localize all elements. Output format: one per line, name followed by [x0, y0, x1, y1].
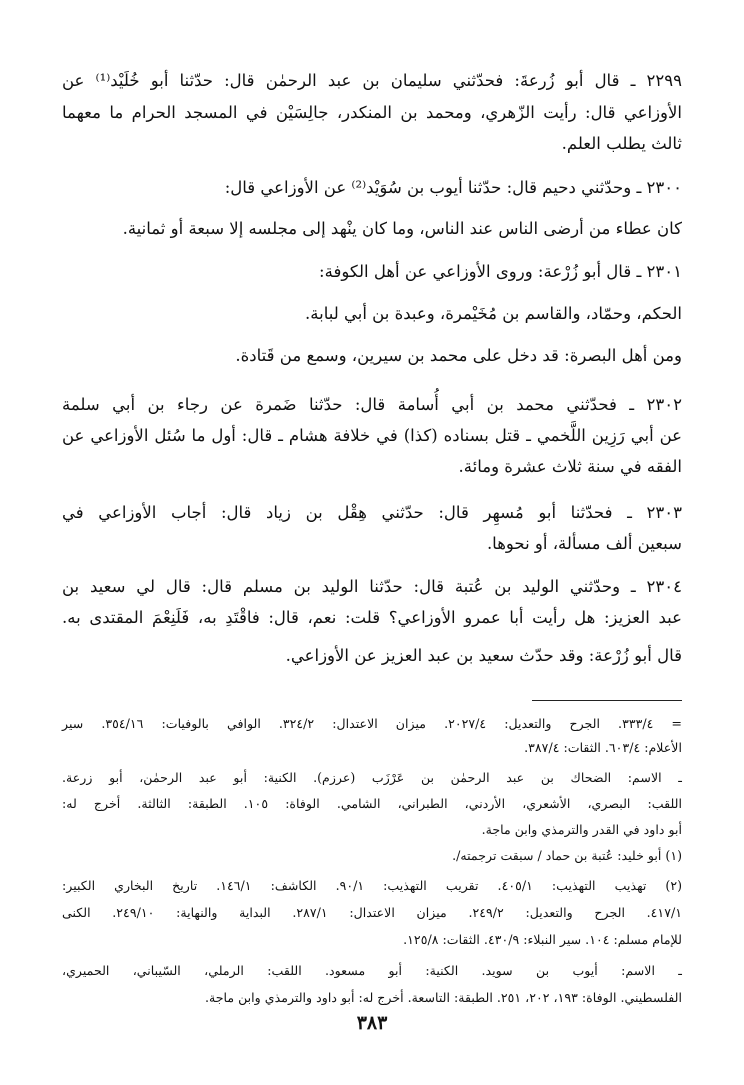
entry-2300-line-1: ٢٣٠٠ ـ وحدّثني دحيم قال: حدّثنا أيوب بن سُوَيْد⁽²⁾ عن الأوزاعي قال: [224, 178, 682, 197]
entry-2303-line-2: سبعين ألف مسألة، أو نحوها. [486, 534, 682, 553]
footnote-separator [532, 700, 682, 701]
footnote-2: (٢) تهذيب التهذيب: ٤٠٥/١. تقريب التهذيب: ٩٠/١. الكاشف: ١٤٦/١. تاريخ البخاري الكبير: [62, 878, 682, 893]
footnote-line: للإمام مسلم: ١٠٤. سير النبلاء: ٤٣٠/٩. الثقات: ١٢٥/٨. [403, 932, 682, 947]
entry-2300-line-2: كان عطاء من أرضى الناس عند الناس، وما كان ينْهد إلى مجلسه إلا سبعة أو ثمانية. [122, 219, 682, 238]
entry-2304-line-1: ٢٣٠٤ ـ وحدّثني الوليد بن عُتبة قال: حدّثنا الوليد بن مسلم قال: قال لي سعيد بن [62, 577, 682, 596]
entry-2301-line-2: الحكم، وحمّاد، والقاسم بن مُخَيْمرة، وعبدة بن أبي لبابة. [305, 304, 682, 323]
entry-2304-line-2: عبد العزيز: هل رأيت أبا عمرو الأوزاعي؟ قلت: نعم، قال: فاقْتَدِ به، فَلَنِعْمَ المقتدى به. [62, 608, 682, 627]
entry-2304-line-3: قال أبو زُرْعة: وقد حدّث سعيد بن عبد العزيز عن الأوزاعي. [285, 646, 682, 665]
footnote-line: أبو داود في القدر والترمذي وابن ماجة. [481, 822, 682, 837]
page-number: ٣٨٣ [356, 1012, 388, 1034]
entry-2299-line-3: ثالث يطلب العلم. [561, 134, 682, 153]
footnote-line: اللقب: البصري، الأشعري، الأردني، الطبراني، الشامي. الوفاة: ١٠٥. الطبقة: الثالثة. أخرج له: [62, 796, 682, 811]
entry-2302-line-1: ٢٣٠٢ ـ فحدّثني محمد بن أبي أُسامة قال: حدّثنا ضَمرة عن رجاء بن أبي سلمة [62, 395, 682, 414]
entry-2302-line-2: عن أبي رَزِين اللَّخمي ـ قتل بسناده (كذا) في خلافة هشام ـ قال: أول ما سُئل الأوزاعي عن [62, 426, 682, 445]
footnote-line: ـ الاسم: الضحاك بن عبد الرحمٰن بن عَرْزَب (عرزم). الكنية: أبو عبد الرحمٰن، أبو زرعة. [62, 770, 682, 785]
entry-2301-line-1: ٢٣٠١ ـ قال أبو زُرْعة: وروى الأوزاعي عن أهل الكوفة: [319, 262, 682, 281]
footnote-1: (١) أبو خليد: عُتبة بن حماد / سبقت ترجمته/. [452, 848, 682, 863]
entry-2299-line-1: ٢٢٩٩ ـ قال أبو زُرعةَ: فحدّثني سليمان بن عبد الرحمٰن قال: حدّثنا أبو خُلَيْد⁽¹⁾ عن [62, 71, 682, 90]
footnote-line: الفلسطيني. الوفاة: ١٩٣، ٢٠٢، ٢٥١. الطبقة: التاسعة. أخرج له: أبو داود والترمذي وابن ماجة. [204, 990, 682, 1005]
footnote-line: ٤١٧/١. الجرح والتعديل: ٢٤٩/٢. ميزان الاعتدال: ٢٨٧/١. البداية والنهاية: ٢٤٩/١٠. الكنى [62, 905, 682, 920]
footnote-line: ـ الاسم: أيوب بن سويد. الكنية: أبو مسعود. اللقب: الرملي، السّيباني، الحميري، [62, 963, 682, 978]
entry-2302-line-3: الفقه في سنة ثلاث عشرة ومائة. [458, 457, 682, 476]
entry-2303-line-1: ٢٣٠٣ ـ فحدّثنا أبو مُسهِر قال: حدّثني هِقْل بن زياد قال: أجاب الأوزاعي في [62, 503, 682, 522]
entry-2301-line-3: ومن أهل البصرة: قد دخل على محمد بن سيرين، وسمع من قَتادة. [235, 346, 682, 365]
footnote-line: = ٣٣٣/٤. الجرح والتعديل: ٢٠٢٧/٤. ميزان الاعتدال: ٣٢٤/٢. الوافي بالوفيات: ٣٥٤/١٦. سير [62, 716, 682, 731]
entry-2299-line-2: الأوزاعي قال: رأيت الزّهري، ومحمد بن المنكدر، جالِسَيْن في المسجد الحرام ما معهما [62, 103, 682, 122]
footnote-line: الأعلام: ٦٠٣/٤. الثقات: ٣٨٧/٤. [524, 740, 682, 755]
